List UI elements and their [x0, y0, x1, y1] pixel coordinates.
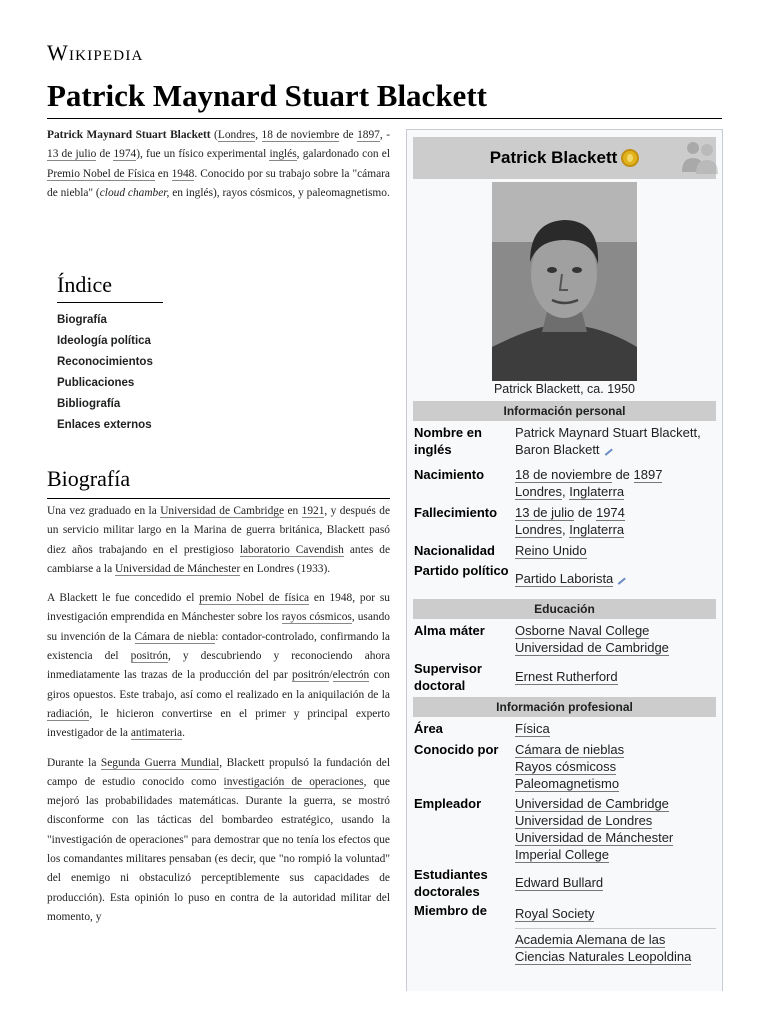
portrait-photo[interactable]: [492, 182, 637, 381]
row-partido: [413, 561, 716, 599]
link-manchester[interactable]: Universidad de Mánchester: [115, 562, 241, 575]
row-area: [413, 719, 716, 740]
row-nacionalidad: [413, 541, 716, 561]
link-rayos-cosmicos[interactable]: rayos cósmicos: [281, 611, 352, 624]
text: /: [329, 669, 333, 682]
value-empleador: [514, 794, 716, 865]
text: Una vez graduado en la: [47, 505, 161, 517]
link-nacimiento-city[interactable]: Londres: [515, 484, 562, 499]
italic-term: cloud chamber,: [99, 186, 170, 199]
portrait-image: [492, 182, 637, 381]
text: de: [574, 505, 596, 520]
toc-title: Índice: [57, 272, 112, 297]
text: (: [210, 129, 218, 141]
section-personal: Información personal: [413, 401, 716, 421]
intro-paragraph: [47, 126, 390, 203]
link-cambridge-edu[interactable]: Universidad de Cambridge: [515, 640, 669, 655]
label-nacionalidad: Nacionalidad: [414, 543, 495, 558]
section-biografia-heading: [47, 466, 390, 499]
link-camara-niebla[interactable]: Cámara de niebla: [134, 630, 216, 643]
page-title: Patrick Maynard Stuart Blackett: [47, 78, 487, 113]
infobox: [406, 129, 723, 991]
link-rutherford[interactable]: Ernest Rutherford: [515, 669, 618, 684]
text: , y después de un servicio militar largo en la Marina de guerra británica, Blackett pasó diez años trabajando en el prestigioso: [47, 505, 390, 556]
section-divider: [47, 498, 390, 499]
label-miembro: Miembro de: [414, 903, 487, 918]
link-nacionalidad[interactable]: Reino Unido: [515, 543, 587, 558]
title-divider: [47, 118, 722, 119]
toc-item-enlaces[interactable]: Enlaces externos: [57, 419, 152, 431]
value-area: [514, 719, 716, 740]
biografia-paragraph-3: [47, 754, 390, 928]
link-osborne[interactable]: Osborne Naval College: [515, 623, 650, 638]
text: A Blackett le fue concedido el: [47, 592, 200, 605]
text: de: [96, 148, 114, 161]
value-conocido: [514, 740, 716, 794]
label-fallecimiento: Fallecimiento: [414, 505, 498, 520]
link-investigacion-operaciones[interactable]: investigación de operaciones: [223, 775, 364, 788]
text: en 1948, por su investigación emprendida en Mánchester sobre los: [47, 592, 390, 624]
link-nacimiento-year[interactable]: 1897: [633, 467, 663, 482]
text: : contador-controlado, confirmando la existencia del: [47, 630, 390, 663]
row-nacimiento: [413, 465, 716, 503]
link-partido[interactable]: Partido Laborista: [515, 571, 614, 586]
label-conocido: Conocido por: [414, 742, 499, 757]
toc-divider: [57, 302, 163, 303]
row-estudiantes: [413, 865, 716, 901]
link-death-date[interactable]: 13 de julio: [47, 148, 97, 161]
value-miembro: [514, 901, 716, 964]
biografia-paragraph-1: [47, 502, 390, 579]
label-nacimiento: Nacimiento: [414, 467, 485, 482]
text: en: [284, 505, 302, 517]
section-title: Biografía: [47, 466, 131, 491]
value-supervisor: [514, 659, 716, 697]
link-emp-manchester[interactable]: Universidad de Mánchester: [515, 830, 674, 845]
link-positron-2[interactable]: positrón: [292, 669, 330, 682]
value-nacimiento: 18 de noviembre de 1897 Londres, Inglaterra: [515, 467, 663, 499]
label-supervisor: Supervisor doctoral: [414, 661, 482, 693]
text: ), fue un físico experimental: [136, 148, 270, 161]
label-empleador: Empleador: [414, 796, 482, 811]
label-partido: Partido político: [414, 563, 509, 578]
toc-item-biografia[interactable]: Biografía: [57, 314, 107, 326]
link-birth-year[interactable]: 1897: [357, 129, 380, 141]
link-fallecimiento-date[interactable]: 13 de julio: [515, 505, 575, 520]
row-conocido: [413, 740, 716, 794]
text: antes de cambiarse a la: [47, 543, 391, 575]
link-death-year[interactable]: 1974: [113, 148, 137, 161]
link-royal-society[interactable]: Royal Society: [515, 906, 595, 921]
biografia-paragraph-2: [47, 589, 390, 743]
text: de: [339, 129, 358, 141]
text: , que mejoró las probabilidades matemáticas. Durante la guerra, se mostró disconforme con las tácticas del bombardeo estratégico, usando la "investigación de operaciones" para demostrar que no tenía los efectos que los comandantes militares pensaban (es decir, que "no rompió la voluntad" del enemigo ni obstaculizó perceptiblemente sus capacidades de producción). Esta opinión lo puso en contra de la autoridad militar del momento, y: [47, 775, 390, 923]
link-radiacion[interactable]: radiación: [47, 707, 90, 720]
label-area: Área: [414, 721, 443, 736]
value-fallecimiento: 13 de julio de 1974 Londres, Inglaterra: [515, 505, 625, 537]
link-leopoldina[interactable]: Academia Alemana de las Ciencias Naturales Leopoldina: [515, 932, 692, 964]
link-1921[interactable]: 1921: [301, 505, 325, 517]
text: , Blackett propulsó la fundación del campo de estudio conocido como: [47, 756, 390, 788]
link-nacimiento-country[interactable]: Inglaterra: [569, 484, 625, 499]
infobox-title-text: Patrick Blackett: [489, 148, 618, 167]
row-fallecimiento: [413, 503, 716, 541]
link-rayos-cosmicoss[interactable]: Rayos cósmicoss: [515, 759, 617, 774]
row-supervisor: [413, 659, 716, 697]
toc-item-publicaciones[interactable]: Publicaciones: [57, 377, 135, 389]
text: .: [182, 727, 185, 740]
label-nombre: Nombre en inglés: [414, 425, 482, 457]
link-nacimiento-date[interactable]: 18 de noviembre: [515, 467, 612, 482]
section-educacion: Educación: [413, 599, 716, 619]
link-premio-nobel[interactable]: premio Nobel de física: [199, 592, 310, 605]
text: , y descubriendo y reconociendo ahora inmediatamente las trazas de la producción del par: [47, 650, 390, 682]
link-segunda-guerra[interactable]: Segunda Guerra Mundial: [100, 756, 220, 769]
row-miembro: [413, 901, 716, 964]
toc-item-bibliografia[interactable]: Bibliografía: [57, 398, 121, 410]
table-of-contents: [57, 272, 257, 436]
text: ,: [255, 129, 262, 141]
link-emp-londres[interactable]: Universidad de Londres: [515, 813, 653, 828]
link-electron[interactable]: electrón: [332, 669, 370, 682]
text: , usando su invención de la: [47, 611, 391, 643]
link-fisica[interactable]: Física: [515, 721, 550, 736]
text: en inglés), rayos cósmicos, y paleomagnetismo.: [169, 186, 390, 199]
link-fallecimiento-country[interactable]: Inglaterra: [569, 522, 625, 537]
link-positron[interactable]: positrón: [130, 650, 168, 663]
link-ingles[interactable]: inglés: [269, 148, 297, 161]
link-nobel[interactable]: Premio Nobel de Física: [47, 167, 155, 180]
toc-item-ideologia[interactable]: Ideología política: [57, 335, 151, 347]
photo-caption: Patrick Blackett, ca. 1950: [493, 382, 636, 396]
wikipedia-logo[interactable]: Wikipedia: [47, 40, 144, 65]
text: , -: [379, 129, 390, 141]
text: en: [154, 167, 172, 180]
subject-name: Patrick Maynard Stuart Blackett: [47, 129, 211, 141]
text: de: [611, 467, 634, 482]
value-partido: [514, 561, 716, 599]
label-estudiantes: Estudiantes doctorales: [414, 867, 488, 899]
nombre-line-2: Baron Blackett: [515, 442, 600, 457]
toc-item-reconocimientos[interactable]: Reconocimientos: [57, 356, 153, 368]
value-alma-mater: [514, 621, 716, 659]
nobel-medal-icon: [621, 149, 639, 167]
row-alma-mater: [413, 621, 716, 659]
text: . Conocido por su trabajo sobre la "cámara de niebla" (: [47, 167, 390, 199]
link-paleomagnetismo[interactable]: Paleomagnetismo: [515, 776, 620, 791]
row-nombre: [413, 423, 716, 463]
link-bullard[interactable]: Edward Bullard: [515, 875, 604, 890]
text: Durante la: [47, 756, 101, 769]
row-empleador: [413, 794, 716, 865]
link-1948[interactable]: 1948: [171, 167, 195, 180]
link-camara-nieblas[interactable]: Cámara de nieblas: [515, 742, 625, 757]
intro-section: [47, 126, 390, 213]
link-antimateria[interactable]: antimateria: [130, 727, 183, 740]
link-fallecimiento-city[interactable]: Londres: [515, 522, 562, 537]
people-icon: [680, 136, 718, 176]
edit-pencil-icon[interactable]: [600, 443, 613, 456]
text: con giros opuestos. Este trabajo, así como el realizado en la aniquilación de la: [47, 669, 390, 701]
link-emp-cambridge[interactable]: Universidad de Cambridge: [515, 796, 669, 811]
link-emp-imperial[interactable]: Imperial College: [515, 847, 609, 862]
text: , le hicieron convertirse en el primer y principal experto investigador de la: [47, 707, 390, 740]
infobox-title: [413, 137, 716, 179]
text: , galardonado con el: [296, 148, 390, 161]
infobox-rows: [413, 401, 716, 964]
section-profesional: Información profesional: [413, 697, 716, 717]
link-londres[interactable]: Londres: [217, 129, 256, 141]
nombre-line-1: Patrick Maynard Stuart Blackett,: [515, 425, 701, 440]
link-cambridge[interactable]: Universidad de Cambridge: [160, 505, 285, 517]
value-nacionalidad: [514, 541, 716, 561]
link-birth-date[interactable]: 18 de noviembre: [261, 129, 340, 141]
value-nombre: [514, 423, 716, 463]
link-fallecimiento-year[interactable]: 1974: [595, 505, 625, 520]
link-cavendish[interactable]: laboratorio Cavendish: [239, 543, 344, 556]
value-estudiantes: [514, 865, 716, 901]
edit-pencil-icon[interactable]: [613, 572, 626, 585]
text: en Londres (1933).: [240, 562, 331, 575]
biografia-body: [47, 502, 390, 937]
label-alma-mater: Alma máter: [414, 623, 485, 638]
